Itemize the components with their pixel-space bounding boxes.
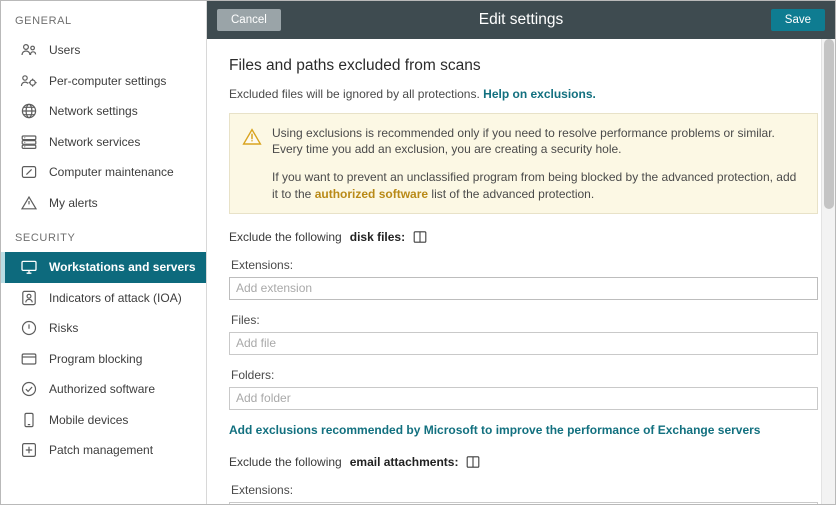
sidebar-item-computer-maintenance[interactable] (1, 157, 206, 188)
email-extensions-label: Extensions: (231, 482, 294, 497)
save-button[interactable]: Save (771, 9, 825, 31)
sidebar-item-authorized-software[interactable] (1, 374, 206, 405)
sidebar-item-indicators-of-attack[interactable] (1, 283, 206, 314)
sidebar-item-label: Program blocking (49, 351, 143, 366)
window-block-icon (19, 349, 39, 369)
notice-paragraph-2-before: If you want to prevent an unclassified program from being blocked by the advanced protection, add it to the (272, 170, 797, 201)
monitor-icon (19, 257, 39, 277)
sidebar-item-label: Workstations and servers (49, 260, 196, 275)
sidebar-item-label: Authorized software (49, 382, 156, 397)
sidebar-item-label: Computer maintenance (49, 165, 174, 180)
panel-toolbar (207, 1, 835, 39)
sidebar-item-workstations-and-servers[interactable] (1, 252, 206, 283)
sidebar-item-risks[interactable] (1, 313, 206, 344)
sidebar-item-network-settings[interactable] (1, 96, 206, 127)
sidebar-item-program-blocking[interactable] (1, 344, 206, 375)
sidebar-item-label: Users (49, 43, 81, 58)
disk-files-extensions-input[interactable] (229, 277, 818, 300)
disk-files-extensions-field (229, 258, 818, 300)
server-icon (19, 132, 39, 152)
maintenance-icon (19, 162, 39, 182)
email-label-before: Exclude the following (229, 454, 342, 469)
exchange-exclusions-link[interactable]: Add exclusions recommended by Microsoft to improve the performance of Exchange servers (229, 422, 761, 437)
sidebar-section-security: SECURITY (15, 232, 76, 244)
sidebar-item-label: Patch management (49, 443, 154, 458)
sidebar-item-label: Risks (49, 321, 79, 336)
settings-body (207, 39, 835, 504)
subline-text: Excluded files will be ignored by all protections. (229, 87, 480, 101)
user-shield-icon (19, 288, 39, 308)
sidebar-item-mobile-devices[interactable] (1, 405, 206, 436)
sidebar-item-my-alerts[interactable] (1, 188, 206, 219)
cancel-button[interactable]: Cancel (217, 9, 281, 31)
patch-icon (19, 440, 39, 460)
users-icon (19, 40, 39, 60)
globe-icon (19, 101, 39, 121)
sidebar-item-label: Indicators of attack (IOA) (49, 290, 182, 305)
disk-files-files-field (229, 313, 818, 355)
sidebar-item-label: Network services (49, 134, 141, 149)
check-circle-icon (19, 379, 39, 399)
disk-files-label-bold: disk files: (349, 229, 406, 244)
sidebar-item-label: My alerts (49, 195, 98, 210)
notice-paragraph-2 (272, 169, 803, 201)
disk-files-label-before: Exclude the following (229, 229, 342, 244)
section-heading: Files and paths excluded from scans (229, 57, 481, 74)
exclamation-shield-icon (19, 318, 39, 338)
sidebar (1, 1, 207, 504)
disk-files-section-label (229, 230, 818, 244)
sidebar-item-network-services[interactable] (1, 127, 206, 158)
warning-triangle-icon (242, 127, 262, 202)
email-label-bold: email attachments: (349, 454, 459, 469)
disk-files-files-input[interactable] (229, 332, 818, 355)
sidebar-item-patch-management[interactable] (1, 435, 206, 466)
scrollbar-thumb[interactable] (824, 39, 834, 209)
notice-paragraph-1: Using exclusions is recommended only if you need to resolve performance problems or similar. Every time you add an exclusion, you are creating a security hole. (272, 126, 775, 157)
disk-files-folders-input[interactable] (229, 387, 818, 410)
disk-files-extensions-label: Extensions: (231, 257, 294, 272)
vertical-scrollbar[interactable] (821, 39, 835, 504)
email-extensions-input[interactable] (229, 502, 818, 504)
notice-paragraph-2-after: list of the advanced protection. (431, 186, 595, 201)
exclusions-warning-notice (229, 113, 818, 214)
section-subline (229, 87, 818, 101)
settings-panel (207, 1, 835, 504)
sidebar-item-label: Network settings (49, 104, 138, 119)
tooltip-info-icon[interactable] (413, 230, 427, 244)
notice-text-block (272, 125, 803, 202)
help-on-exclusions-link[interactable]: Help on exclusions. (483, 87, 596, 101)
page-title: Edit settings (478, 11, 564, 28)
sidebar-item-users[interactable] (1, 35, 206, 66)
disk-files-folders-label: Folders: (231, 367, 275, 382)
email-extensions-field (229, 483, 818, 504)
sidebar-item-per-computer-settings[interactable] (1, 66, 206, 97)
email-attachments-section-label (229, 455, 818, 469)
tooltip-info-icon[interactable] (466, 455, 480, 469)
sidebar-section-general: GENERAL (15, 15, 72, 27)
disk-files-folders-field (229, 368, 818, 410)
authorized-software-link[interactable]: authorized software (314, 186, 429, 201)
mobile-icon (19, 410, 39, 430)
sidebar-item-label: Per-computer settings (49, 73, 167, 88)
sidebar-item-label: Mobile devices (49, 412, 129, 427)
alert-triangle-icon (19, 193, 39, 213)
per-computer-settings-icon (19, 71, 39, 91)
disk-files-files-label: Files: (231, 312, 260, 327)
